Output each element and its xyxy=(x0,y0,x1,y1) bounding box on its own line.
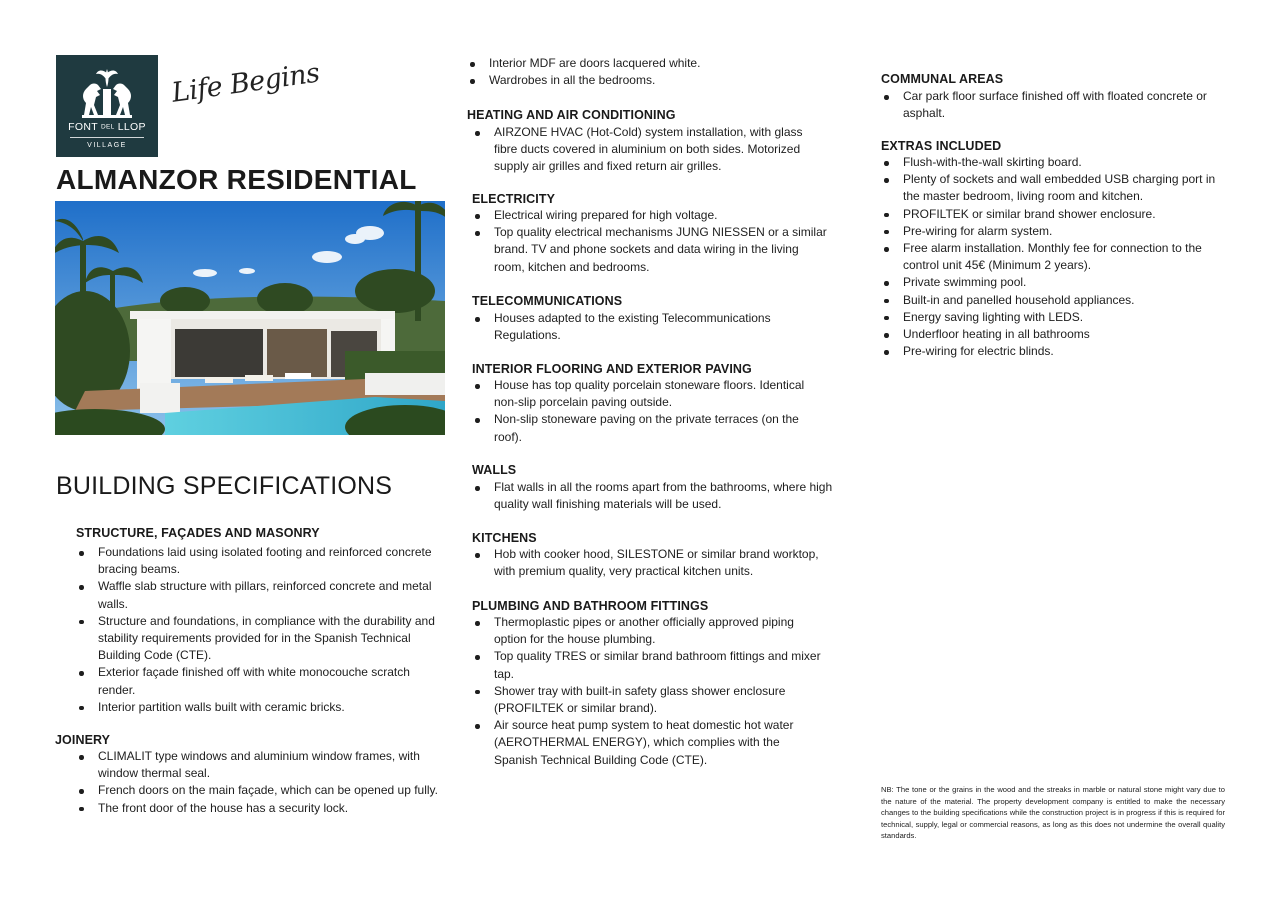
communal-areas-list xyxy=(881,88,1226,122)
spec-item: Air source heat pump system to heat domestic hot water (AEROTHERMAL ENERGY), which complies with the Spanish Technical Building Code (CTE). xyxy=(472,717,824,769)
plumbing-title: PLUMBING AND BATHROOM FITTINGS xyxy=(472,599,709,613)
rearing-horses-icon xyxy=(76,65,138,119)
spec-item: Top quality TRES or similar brand bathroom fittings and mixer tap. xyxy=(472,648,824,682)
spec-item: Energy saving lighting with LEDS. xyxy=(881,309,1226,326)
disclaimer-note: NB: The tone or the grains in the wood and the streaks in marble or natural stone might vary due to the nature of the material. The property development company is entitled to make the necessary changes to the building specifications while the construction project is in progress if this is required for technical, supply, legal or commercial reasons, as long as this does not undermine the overall quality standards. xyxy=(881,785,1225,840)
spec-item: Pre-wiring for electric blinds. xyxy=(881,343,1226,360)
joinery-list xyxy=(76,748,446,817)
spec-item: The front door of the house has a security lock. xyxy=(76,800,446,817)
spec-item: Private swimming pool. xyxy=(881,274,1226,291)
villa-render-image xyxy=(55,201,445,435)
spec-item: Hob with cooker hood, SILESTONE or similar brand worktop, with premium quality, very practical kitchen units. xyxy=(472,546,842,580)
spec-item: French doors on the main façade, which can be opened up fully. xyxy=(76,782,446,799)
spec-item: Top quality electrical mechanisms JUNG NIESSEN or a similar brand. TV and phone sockets and data wiring in the living room, kitchen and bedrooms. xyxy=(472,224,830,276)
joinery-title: JOINERY xyxy=(55,733,111,747)
brand-logo xyxy=(56,55,158,157)
walls-list xyxy=(472,479,834,513)
electricity-list xyxy=(472,207,830,276)
spec-item: Interior MDF are doors lacquered white. xyxy=(467,55,837,72)
spec-item: Houses adapted to the existing Telecommunications Regulations. xyxy=(472,310,812,344)
spec-item: PROFILTEK or similar brand shower enclosure. xyxy=(881,206,1226,223)
spec-item: House has top quality porcelain stoneware floors. Identical non-slip porcelain paving outside. xyxy=(472,377,828,411)
spec-item: Flush-with-the-wall skirting board. xyxy=(881,154,1226,171)
heating-list xyxy=(472,124,824,176)
building-specifications-heading: BUILDING SPECIFICATIONS xyxy=(56,472,393,500)
spec-item: Shower tray with built-in safety glass shower enclosure (PROFILTEK or similar brand). xyxy=(472,683,824,717)
spec-item: Built-in and panelled household appliances. xyxy=(881,292,1226,309)
spec-item: Interior partition walls built with ceramic bricks. xyxy=(76,699,444,716)
spec-item: Structure and foundations, in compliance with the durability and stability requirements provided for in the Spanish Technical Building Code (CTE). xyxy=(76,613,444,665)
spec-item: Free alarm installation. Monthly fee for connection to the control unit 45€ (Minimum 2 years). xyxy=(881,240,1226,274)
page-title: ALMANZOR RESIDENTIAL xyxy=(56,164,417,195)
structure-list xyxy=(76,544,444,716)
spec-item: Plenty of sockets and wall embedded USB charging port in the master bedroom, living room and kitchen. xyxy=(881,171,1226,205)
spec-item: Flat walls in all the rooms apart from the bathrooms, where high quality wall finishing materials will be used. xyxy=(472,479,834,513)
logo-wordmark: FONT DEL LLOP xyxy=(68,121,146,133)
spec-item: Waffle slab structure with pillars, reinforced concrete and metal walls. xyxy=(76,578,444,612)
spec-item: Electrical wiring prepared for high voltage. xyxy=(472,207,830,224)
tagline: Life Begins xyxy=(169,57,322,109)
structure-title: STRUCTURE, FAÇADES AND MASONRY xyxy=(76,526,320,540)
spec-item: Non-slip stoneware paving on the private terraces (on the roof). xyxy=(472,411,828,445)
spec-item: Car park floor surface finished off with floated concrete or asphalt. xyxy=(881,88,1226,122)
logo-subtitle: VILLAGE xyxy=(87,142,127,149)
telecommunications-list xyxy=(472,310,812,344)
plumbing-list xyxy=(472,614,824,769)
joinery-continued-list xyxy=(467,55,837,89)
logo-divider xyxy=(70,137,144,138)
extras-list xyxy=(881,154,1226,360)
spec-item: Pre-wiring for alarm system. xyxy=(881,223,1226,240)
kitchens-title: KITCHENS xyxy=(472,531,537,545)
spec-item: Thermoplastic pipes or another officially approved piping option for the house plumbing. xyxy=(472,614,824,648)
kitchens-list xyxy=(472,546,842,580)
spec-item: AIRZONE HVAC (Hot-Cold) system installation, with glass fibre ducts covered in aluminium on both sides. Motorized supply air grilles and fixed return air grilles. xyxy=(472,124,824,176)
heating-title: HEATING AND AIR CONDITIONING xyxy=(467,108,676,122)
spec-item: CLIMALIT type windows and aluminium window frames, with window thermal seal. xyxy=(76,748,446,782)
extras-title: EXTRAS INCLUDED xyxy=(881,139,1002,153)
spec-item: Foundations laid using isolated footing and reinforced concrete bracing beams. xyxy=(76,544,444,578)
spec-item: Underfloor heating in all bathrooms xyxy=(881,326,1226,343)
spec-item: Exterior façade finished off with white monocouche scratch render. xyxy=(76,664,444,698)
walls-title: WALLS xyxy=(472,463,517,477)
flooring-title: INTERIOR FLOORING AND EXTERIOR PAVING xyxy=(472,362,752,376)
spec-item: Wardrobes in all the bedrooms. xyxy=(467,72,837,89)
communal-areas-title: COMMUNAL AREAS xyxy=(881,72,1004,86)
flooring-list xyxy=(472,377,828,446)
electricity-title: ELECTRICITY xyxy=(472,192,556,206)
telecommunications-title: TELECOMMUNICATIONS xyxy=(472,294,623,308)
